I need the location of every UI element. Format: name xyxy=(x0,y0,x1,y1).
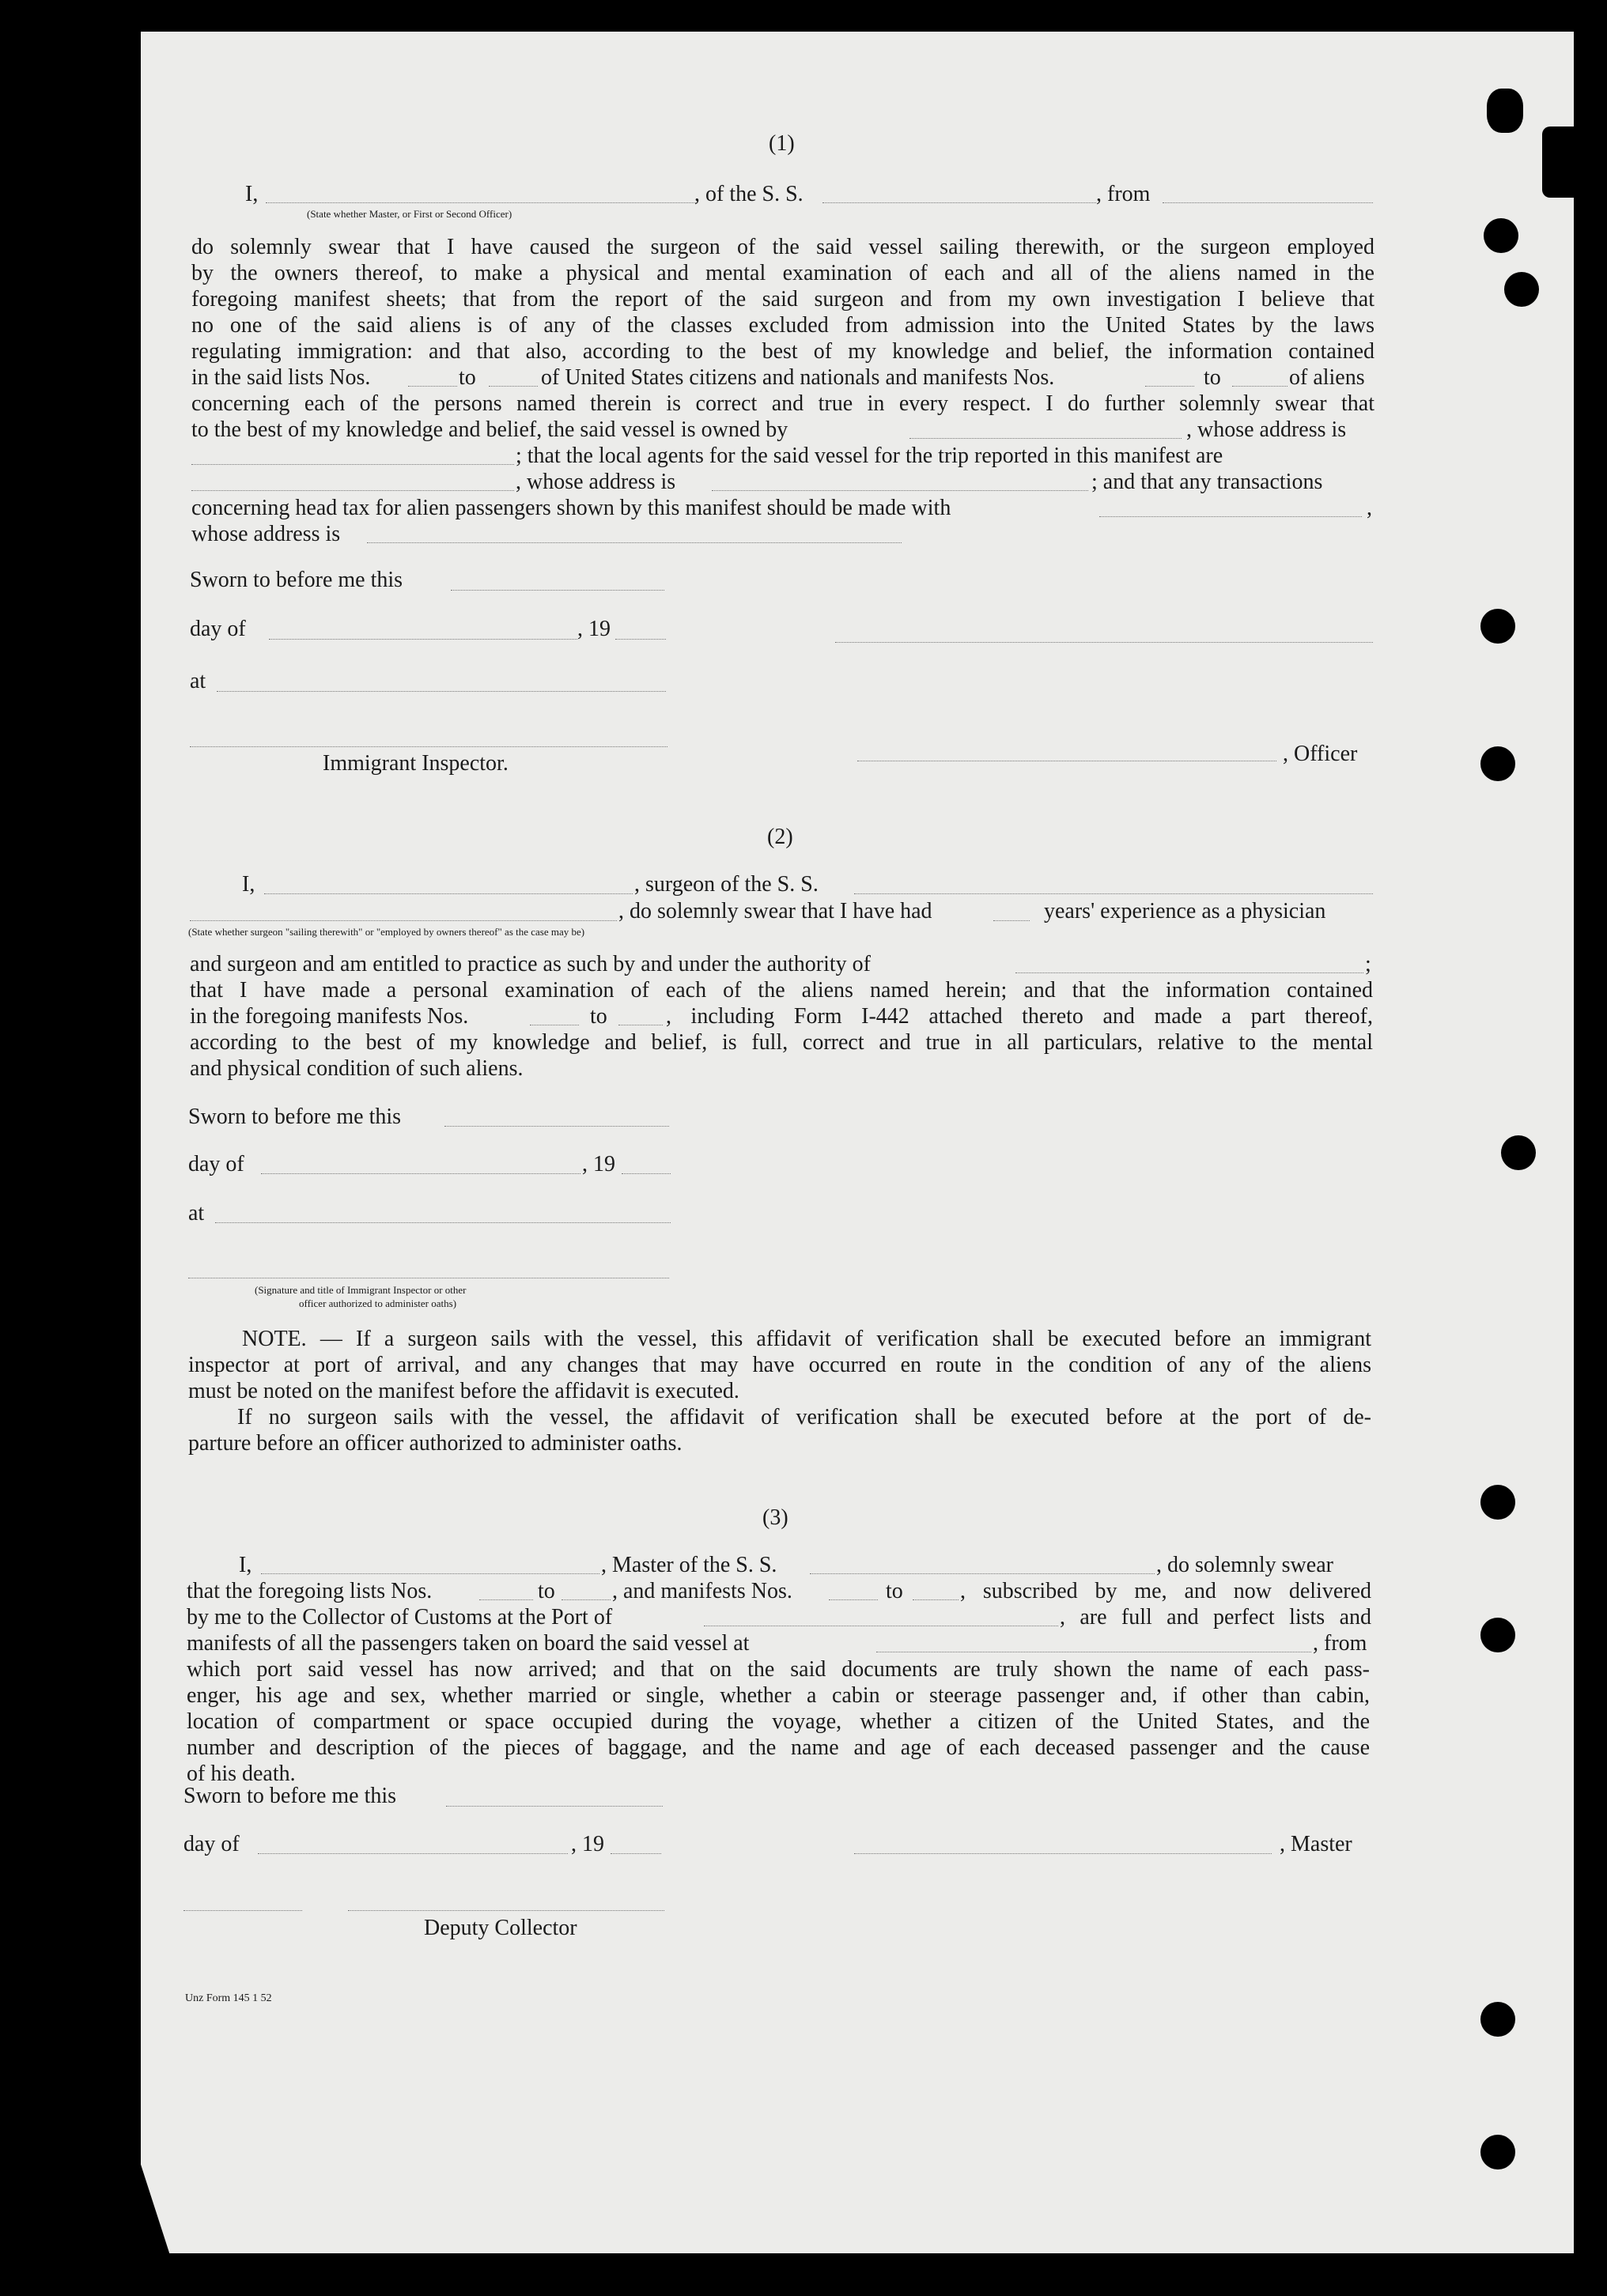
s1-day-field[interactable] xyxy=(269,639,577,640)
s2-vessel-field[interactable] xyxy=(854,893,1373,894)
s3-death: of his death. xyxy=(187,1762,296,1786)
s1-lists-e: of aliens xyxy=(1289,365,1365,390)
section-3-number: (3) xyxy=(762,1505,788,1530)
s1-lists-b: to xyxy=(459,365,476,390)
s1-officer-signature-field[interactable] xyxy=(835,642,1373,643)
form-number: Unz Form 145 1 52 xyxy=(185,1992,272,2004)
s1-head-tax: concerning head tax for alien passengers shown by this manifest should be made with xyxy=(191,496,951,520)
s1-whose-address: , whose address is xyxy=(516,470,676,494)
agents-field[interactable] xyxy=(191,490,514,491)
s3-deputy: Deputy Collector xyxy=(424,1916,577,1940)
s3-manifest-to-field[interactable] xyxy=(913,1599,959,1600)
s1-day-of: day of xyxy=(190,617,246,641)
section-2-number: (2) xyxy=(767,825,793,849)
s2-manifests-c: , including Form I-442 attached thereto and made a part thereof, xyxy=(666,1004,1373,1029)
punch-hole xyxy=(1480,2002,1515,2037)
s1-lists-d: to xyxy=(1204,365,1221,390)
s1-para-line: regulating immigration: and that also, according to the best of my knowledge and belief, the information contained xyxy=(191,339,1374,364)
s3-para-line: location of compartment or space occupied during the voyage, whether a citizen of the United States, and the xyxy=(187,1709,1370,1734)
s1-manifest-from-field[interactable] xyxy=(1145,386,1194,387)
s1-agents: ; that the local agents for the said vessel for the trip reported in this manifest are xyxy=(516,444,1223,468)
s1-para-line: foregoing manifest sheets; that from the report of the said surgeon and from my own investigation I believe that xyxy=(191,287,1374,312)
s1-lists-from-field[interactable] xyxy=(408,386,457,387)
s1-at-field[interactable] xyxy=(217,691,666,692)
s3-master-of: , Master of the S. S. xyxy=(601,1553,777,1577)
s3-lists-b: to xyxy=(538,1579,555,1603)
note-line: NOTE. — If a surgeon sails with the vessel, this affidavit of verification shall be executed before an immigrant xyxy=(242,1327,1371,1351)
s1-lists-a: in the said lists Nos. xyxy=(191,365,371,390)
s3-sworn-field[interactable] xyxy=(446,1806,663,1807)
s2-according-line: according to the best of my knowledge and belief, is full, correct and true in all particulars, relative to the mental xyxy=(190,1030,1373,1055)
s1-inspector-signature-field[interactable] xyxy=(190,746,667,747)
punch-hole xyxy=(1501,1135,1536,1170)
punch-hole xyxy=(1480,609,1515,644)
s3-para-line: enger, his age and sex, whether married or single, whether a cabin or steerage passenger and, if other than cabin, xyxy=(187,1683,1370,1708)
s1-at: at xyxy=(190,669,206,693)
s3-solemnly: , do solemnly swear xyxy=(1156,1553,1333,1577)
s1-para-line: do solemnly swear that I have caused the surgeon of the said vessel sailing therewith, or the surgeon employed xyxy=(191,235,1374,259)
punch-hole xyxy=(1480,1485,1515,1520)
s1-para-line: by the owners thereof, to make a physical and mental examination of each and all of the aliens named in the xyxy=(191,261,1374,285)
s3-para-line: number and description of the pieces of baggage, and the name and age of each deceased passenger and the cause xyxy=(187,1735,1370,1760)
s1-lists-c: of United States citizens and nationals and manifests Nos. xyxy=(541,365,1055,390)
s2-sworn-field[interactable] xyxy=(444,1126,669,1127)
s2-day-field[interactable] xyxy=(261,1173,580,1174)
s3-i-label: I, xyxy=(239,1553,252,1577)
s1-sworn: Sworn to before me this xyxy=(190,568,403,592)
deputy-signature-field-2[interactable] xyxy=(348,1910,664,1911)
s2-manifests-b: to xyxy=(590,1004,607,1029)
note-line: inspector at port of arrival, and any changes that may have occurred en route in the condition of any of the aliens xyxy=(188,1353,1371,1377)
s2-swear-b: years' experience as a physician xyxy=(1044,899,1326,923)
s1-sworn-field[interactable] xyxy=(451,590,664,591)
s1-para-line: no one of the said aliens is of any of the classes excluded from admission into the United States by the laws xyxy=(191,313,1374,338)
s2-i-label: I, xyxy=(242,872,255,897)
s1-year-field[interactable] xyxy=(615,639,666,640)
s1-lists-to-field[interactable] xyxy=(489,386,538,387)
s1-of-ss: , of the S. S. xyxy=(694,182,804,206)
s3-year-field[interactable] xyxy=(611,1853,661,1854)
s2-note: (State whether surgeon "sailing therewith" or "employed by owners thereof" as the case may be) xyxy=(188,926,585,938)
s2-authority: and surgeon and am entitled to practice as such by and under the authority of xyxy=(190,952,871,976)
s2-surgeon-of: , surgeon of the S. S. xyxy=(634,872,819,897)
s1-owned-b: , whose address is xyxy=(1186,417,1347,442)
surgeon-name-field[interactable] xyxy=(264,893,633,894)
punch-hole xyxy=(1480,1618,1515,1652)
s2-year-field[interactable] xyxy=(622,1173,671,1174)
s2-sig-note-2: officer authorized to administer oaths) xyxy=(299,1297,457,1309)
s3-lists-a: that the foregoing lists Nos. xyxy=(187,1579,433,1603)
agents-address-field[interactable] xyxy=(712,490,1088,491)
s1-manifest-to-field[interactable] xyxy=(1232,386,1287,387)
s2-year: , 19 xyxy=(582,1152,615,1176)
s3-day-field[interactable] xyxy=(258,1853,568,1854)
s3-collector-a: by me to the Collector of Customs at the Port of xyxy=(187,1605,613,1629)
s3-day-of: day of xyxy=(183,1832,240,1856)
s3-master-name-field[interactable] xyxy=(261,1573,599,1574)
s2-swear-a: , do solemnly swear that I have had xyxy=(618,899,932,923)
punch-hole xyxy=(1542,127,1590,198)
s1-inspector: Immigrant Inspector. xyxy=(323,751,509,776)
s3-collector-b: , are full and perfect lists and xyxy=(1060,1605,1371,1629)
s1-year: , 19 xyxy=(577,617,611,641)
note-line: parture before an officer authorized to administer oaths. xyxy=(188,1431,683,1456)
vessel-name-field[interactable] xyxy=(822,202,1096,203)
s2-at-field[interactable] xyxy=(215,1222,671,1223)
s2-sailing-field[interactable] xyxy=(190,920,617,921)
from-field[interactable] xyxy=(1163,202,1373,203)
owner-address-field[interactable] xyxy=(191,464,514,465)
s2-sig-note-1: (Signature and title of Immigrant Inspector or other xyxy=(255,1284,467,1296)
s3-manifest-from-field[interactable] xyxy=(829,1599,878,1600)
punch-hole xyxy=(1480,746,1515,781)
head-tax-address-field[interactable] xyxy=(367,542,902,543)
s1-from: , from xyxy=(1096,182,1151,206)
s2-sworn: Sworn to before me this xyxy=(188,1105,402,1129)
s3-vessel-field[interactable] xyxy=(810,1573,1155,1574)
s3-para-line: which port said vessel has now arrived; and that on the said documents are truly shown the name of each pass- xyxy=(187,1657,1370,1682)
punch-hole xyxy=(1480,2135,1515,2169)
s1-whose-address2: whose address is xyxy=(191,522,341,546)
s1-officer-note: (State whether Master, or First or Second Officer) xyxy=(307,208,512,220)
authority-field[interactable] xyxy=(1015,972,1363,973)
section-1-number: (1) xyxy=(769,131,795,156)
s1-transactions: ; and that any transactions xyxy=(1091,470,1323,494)
s1-i-label: I, xyxy=(245,182,259,206)
master-name-field[interactable] xyxy=(266,202,696,203)
punch-hole xyxy=(1504,272,1539,307)
punch-hole xyxy=(1484,218,1518,253)
s1-officer: , Officer xyxy=(1283,742,1358,766)
s3-lists-e: , subscribed by me, and now delivered xyxy=(960,1579,1371,1603)
s3-lists-d: to xyxy=(886,1579,903,1603)
s1-owned-a: to the best of my knowledge and belief, the said vessel is owned by xyxy=(191,417,788,442)
note-line: must be noted on the manifest before the affidavit is executed. xyxy=(188,1379,739,1403)
s1-concerning-line: concerning each of the persons named therein is correct and true in every respect. I do further solemnly swear that xyxy=(191,391,1374,416)
head-tax-field[interactable] xyxy=(1099,516,1362,517)
s2-day-of: day of xyxy=(188,1152,244,1176)
punch-hole xyxy=(1487,89,1523,133)
s3-year: , 19 xyxy=(571,1832,604,1856)
s2-manifests-a: in the foregoing manifests Nos. xyxy=(190,1004,469,1029)
s3-lists-from-field[interactable] xyxy=(479,1599,533,1600)
s2-at: at xyxy=(188,1201,205,1225)
s3-lists-c: , and manifests Nos. xyxy=(612,1579,792,1603)
s3-sworn: Sworn to before me this xyxy=(183,1784,397,1808)
s2-semicolon: ; xyxy=(1365,952,1371,976)
s2-personal-line: that I have made a personal examination of each of the aliens named herein; and that the information contained xyxy=(190,978,1373,1003)
owner-field[interactable] xyxy=(909,438,1182,439)
s3-master: , Master xyxy=(1280,1832,1352,1856)
s3-lists-to-field[interactable] xyxy=(562,1599,611,1600)
years-experience-field[interactable] xyxy=(993,920,1030,921)
s1-comma: , xyxy=(1367,496,1372,520)
deputy-signature-field[interactable] xyxy=(183,1910,302,1911)
s3-manifests-b: , from xyxy=(1313,1631,1367,1656)
s3-manifests-a: manifests of all the passengers taken on board the said vessel at xyxy=(187,1631,750,1656)
s2-condition: and physical condition of such aliens. xyxy=(190,1056,524,1081)
note-line: If no surgeon sails with the vessel, the affidavit of verification shall be executed before at the port of de- xyxy=(237,1405,1371,1429)
master-signature-field[interactable] xyxy=(854,1853,1272,1854)
